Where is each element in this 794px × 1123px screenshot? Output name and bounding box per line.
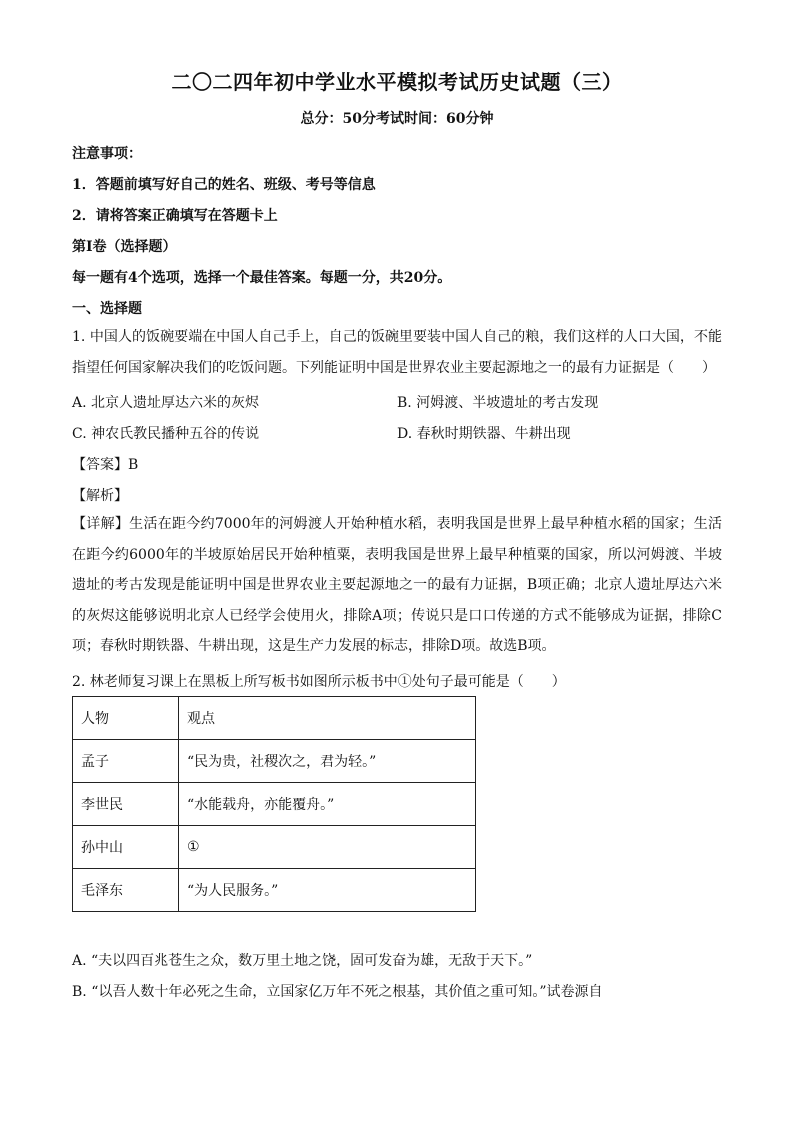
answer-line [72, 454, 138, 474]
volume-heading: 第Ⅰ卷（选择题） [72, 239, 177, 255]
q2-option-a: A. “夫以四百兆苍生之众，数万里土地之饶，固可发奋为雄，无敌于天下。” [72, 953, 533, 969]
notice-item-2: 2．请将答案正确填写在答题卡上 [72, 208, 278, 224]
q1-option-a: A. 北京人遗址厚达六米的灰烬 [72, 395, 260, 411]
table-cell-person: 孙中山 [73, 826, 179, 869]
q1-option-c: C. 神农氏教民播种五谷的传说 [72, 426, 260, 442]
table-cell-person: 毛泽东 [73, 869, 179, 912]
table-cell-view: ① [179, 826, 476, 869]
table-cell-view: “民为贵，社稷次之，君为轻。” [179, 740, 476, 783]
question-1-stem: 1. 中国人的饭碗要端在中国人自己手上，自己的饭碗里要装中国人自己的粮，我们这样的人口大国，不能指望任何国家解决我们的吃饭问题。下列能证明中国是世界农业主要起源地之一的最有力证据是（ ） [72, 329, 722, 376]
q1-option-b: B. 河姆渡、半坡遗址的考古发现 [397, 395, 599, 411]
table-header-cell: 观点 [179, 697, 476, 740]
table-row [73, 826, 476, 869]
page-title: 二〇二四年初中学业水平模拟考试历史试题（三） [171, 70, 623, 94]
exam-meta: 总分：50分考试时间：60分钟 [300, 111, 494, 127]
detail-text: 生活在距今约7000年的河姆渡人开始种植水稻，表明我国是世界上最早种植水稻的国家；生活在距今约6000年的半坡原始居民开始种植粟，表明我国是世界上最早种植粟的国家，所以河姆渡、半坡遗址的考古发现是能证明中国是世界农业主要起源地之一的最有力证据，B项正确；北京人遗址厚达六米的灰烬这能够说明北京人已经学会使用火，排除A项；传说只是口口传递的方式不能够成为证据，排除C项；春秋时期铁器、牛耕出现，这是生产力发展的标志，排除D项。故选B项。 [72, 516, 722, 654]
table-cell-view: “为人民服务。” [179, 869, 476, 912]
blackboard-table [72, 696, 476, 912]
answer-tag: 【答案】 [72, 457, 128, 473]
table-header-cell: 人物 [73, 697, 179, 740]
question-2-stem: 2. 林老师复习课上在黑板上所写板书如图所示板书中①处句子最可能是（ ） [72, 674, 566, 690]
part-heading: 一、选择题 [72, 301, 142, 317]
table-row [73, 783, 476, 826]
analysis-tag: 【解析】 [72, 488, 128, 504]
q1-detail [72, 509, 722, 662]
table-header-row [73, 697, 476, 740]
table-cell-person: 李世民 [73, 783, 179, 826]
section-instruction: 每一题有4个选项，选择一个最佳答案。每题一分，共20分。 [72, 270, 452, 286]
notice-heading: 注意事项： [72, 146, 142, 162]
q2-option-b: B. “以吾人数十年必死之生命，立国家亿万年不死之根基，其价值之重可知。”试卷源自 [72, 984, 603, 1000]
table-cell-view: “水能载舟，亦能覆舟。” [179, 783, 476, 826]
table-row [73, 869, 476, 912]
answer-value: B [128, 457, 139, 473]
table-row [73, 740, 476, 783]
detail-tag: 【详解】 [72, 516, 130, 532]
table-cell-person: 孟子 [73, 740, 179, 783]
q1-option-d: D. 春秋时期铁器、牛耕出现 [397, 426, 571, 442]
notice-item-1: 1．答题前填写好自己的姓名、班级、考号等信息 [72, 177, 376, 193]
